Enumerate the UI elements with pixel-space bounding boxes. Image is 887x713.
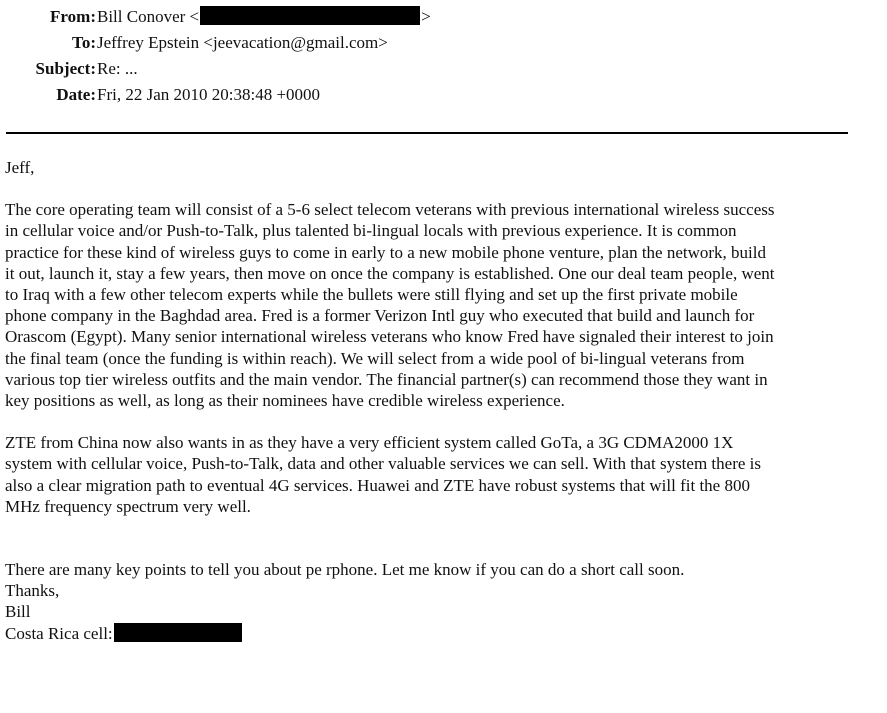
- subject-row: [0, 56, 887, 82]
- from-label: From:: [50, 7, 96, 26]
- date-label: Date:: [56, 85, 96, 104]
- body-line: the final team (once the funding is within reach). We will select from a wide pool of bi-lingual veterans from: [5, 348, 745, 368]
- body-line: various top tier wireless outfits and the main vendor. The financial partner(s) can recommend those they want in: [5, 369, 768, 389]
- body-line: also a clear migration path to eventual 4G services. Huawei and ZTE have robust systems that will fit the 800: [5, 475, 750, 495]
- cell-line: [5, 623, 871, 644]
- body-line: Orascom (Egypt). Many senior international wireless veterans who know Fred have signaled their interest to join: [5, 327, 774, 347]
- signature-name: Bill: [5, 602, 31, 622]
- header-divider: [6, 132, 848, 134]
- body-line: The core operating team will consist of a 5-6 select telecom veterans with previous international wireless success: [5, 200, 775, 220]
- body-line: system with cellular voice, Push-to-Talk, data and other valuable services we can sell. With that system there is: [5, 454, 761, 474]
- paragraph-team: [5, 199, 871, 411]
- signoff: Thanks,: [5, 581, 60, 601]
- closing-line: There are many key points to tell you about pe rphone. Let me know if you can do a short call soon.: [5, 560, 685, 580]
- body-line: it out, launch it, stay a few years, then move on once the company is established. One our deal team people, went: [5, 263, 775, 283]
- subject-label: Subject:: [35, 59, 96, 78]
- from-name: Bill Conover <: [97, 7, 200, 26]
- body-line: phone company in the Baghdad area. Fred is a former Verizon Intl guy who executed that build and launch for: [5, 306, 755, 326]
- to-label: To:: [72, 33, 96, 52]
- body-line: ZTE from China now also wants in as they have a very efficient system called GoTa, a 3G CDMA2000 1X: [5, 433, 734, 453]
- date-row: [0, 82, 887, 108]
- body-line: in cellular voice and/or Push-to-Talk, plus talented bi-lingual locals with previous experience. It is common: [5, 221, 737, 241]
- paragraph-zte: [5, 432, 871, 517]
- date-value: Fri, 22 Jan 2010 20:38:48 +0000: [97, 85, 321, 104]
- cell-label: Costa Rica cell:: [5, 623, 113, 643]
- closing-block: [5, 559, 871, 644]
- body-line: key positions as well, as long as their nominees have credible wireless experience.: [5, 391, 565, 411]
- from-value: [97, 4, 431, 30]
- from-row: [0, 4, 887, 30]
- body-line: to Iraq with a few other telecom experts while the bullets were still flying and set up the first private mobile: [5, 285, 738, 305]
- body-line: practice for these kind of wireless guys to come in early to a new mobile phone venture, plan the network, build: [5, 242, 766, 262]
- redacted-email-block: [200, 6, 420, 25]
- subject-value: Re: ...: [97, 59, 138, 78]
- greeting: Jeff,: [5, 158, 35, 177]
- to-value: Jeffrey Epstein <jeevacation@gmail.com>: [97, 33, 388, 52]
- from-close-bracket: >: [421, 7, 431, 26]
- email-header: [0, 4, 887, 108]
- to-row: [0, 30, 887, 56]
- email-body: [5, 157, 871, 644]
- redacted-phone-block: [114, 623, 242, 642]
- body-line: MHz frequency spectrum very well.: [5, 496, 251, 516]
